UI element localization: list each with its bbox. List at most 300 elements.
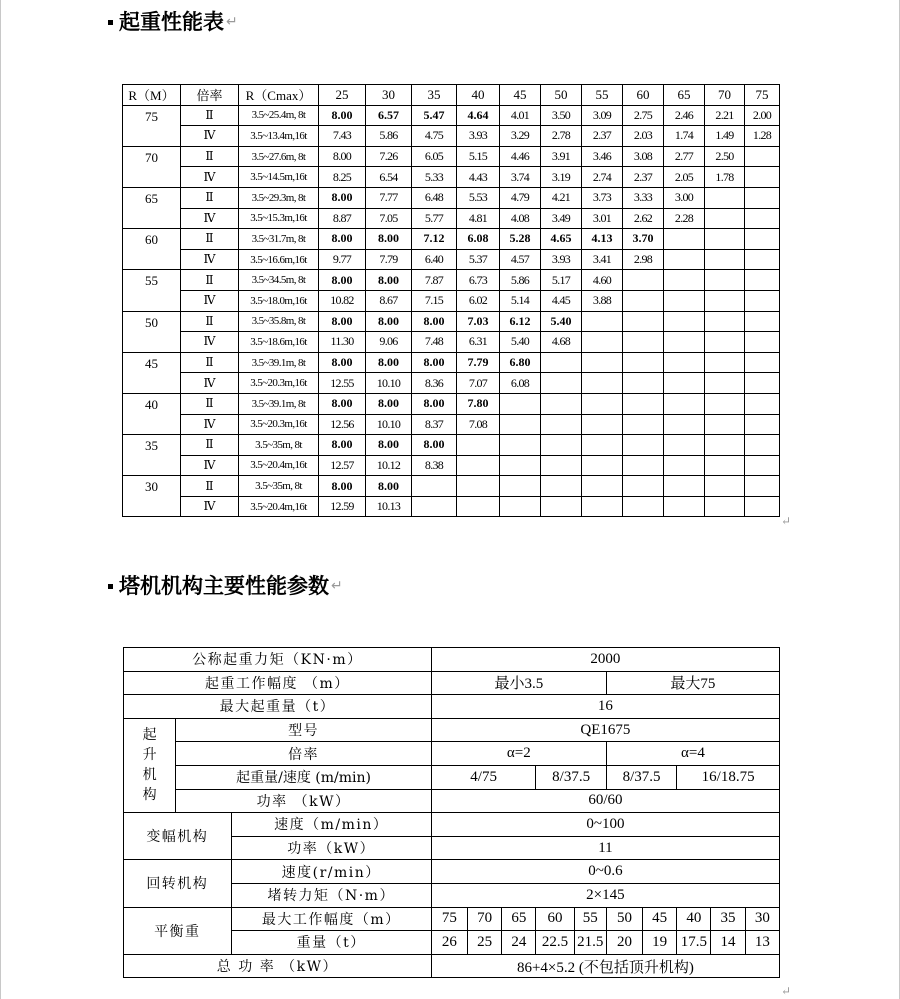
value-cell: [582, 414, 623, 435]
value-cell: [582, 352, 623, 373]
range-cell: 3.5~15.3m,16t: [239, 208, 319, 229]
value-cell: [745, 373, 780, 394]
value-cell: [705, 290, 745, 311]
paragraph-mark-icon: ↵: [331, 578, 343, 594]
ratio-cell: Ⅱ: [181, 270, 239, 291]
weight-cell: 26: [431, 931, 467, 955]
value-cell: 4.08: [500, 208, 541, 229]
luffing-group-label: 变幅机构: [124, 813, 232, 860]
header-cell: 25: [319, 85, 366, 106]
value-cell: [500, 393, 541, 414]
value-cell: 6.54: [366, 167, 412, 188]
value-cell: 8.67: [366, 290, 412, 311]
value-cell: [500, 455, 541, 476]
value-cell: 3.33: [623, 187, 664, 208]
range-cell: 3.5~29.3m, 8t: [239, 187, 319, 208]
ratio-cell: Ⅱ: [181, 146, 239, 167]
value-cell: 8.37: [412, 414, 457, 435]
mechanism-params-table: [123, 647, 780, 978]
radius-cell: 50: [123, 311, 181, 352]
range-cell: 3.5~20.3m,16t: [239, 414, 319, 435]
value-cell: 3.09: [582, 105, 623, 126]
value-cell: [582, 332, 623, 353]
header-cell: R（Cmax）: [239, 85, 319, 106]
value-cell: [623, 435, 664, 456]
ratio-cell: Ⅳ: [181, 126, 239, 147]
value-cell: [582, 373, 623, 394]
value-cell: [541, 476, 582, 497]
value-cell: [500, 435, 541, 456]
value-cell: 11.30: [319, 332, 366, 353]
label-cell: 功率 （kW）: [176, 789, 432, 813]
value-cell: 1.78: [705, 167, 745, 188]
value-cell: [582, 476, 623, 497]
value-cell: [541, 393, 582, 414]
value-cell: [745, 311, 780, 332]
value-cell: [500, 496, 541, 517]
value-cell: [745, 393, 780, 414]
value-cell: [745, 249, 780, 270]
value-cell: 8.87: [319, 208, 366, 229]
value-cell: [745, 435, 780, 456]
range-cell: 50: [606, 907, 642, 931]
value-cell: 4.57: [500, 249, 541, 270]
value-cell: 5.40: [541, 311, 582, 332]
value-cell: [705, 496, 745, 517]
range-cell: 60: [536, 907, 574, 931]
value-cell: [705, 270, 745, 291]
value-cell: [457, 476, 500, 497]
value-cell: 8.38: [412, 455, 457, 476]
value-cell: 5.37: [457, 249, 500, 270]
value-cell: 16: [431, 695, 779, 719]
value-cell: 10.82: [319, 290, 366, 311]
header-cell: 70: [705, 85, 745, 106]
value-cell: 2.37: [623, 167, 664, 188]
range-cell: 3.5~39.1m, 8t: [239, 393, 319, 414]
range-cell: 3.5~14.5m,16t: [239, 167, 319, 188]
value-cell: [623, 311, 664, 332]
ratio-cell: Ⅱ: [181, 311, 239, 332]
table-row: [123, 208, 780, 229]
weight-cell: 21.5: [574, 931, 606, 955]
value-cell: α=4: [606, 742, 779, 766]
value-cell: 6.05: [412, 146, 457, 167]
value-cell: [541, 496, 582, 517]
value-cell: 5.86: [366, 126, 412, 147]
value-cell: [745, 290, 780, 311]
range-cell: 3.5~27.6m, 8t: [239, 146, 319, 167]
value-cell: 3.73: [582, 187, 623, 208]
value-cell: 3.93: [541, 249, 582, 270]
label-cell: 堵转力矩（N·m）: [231, 883, 431, 907]
value-cell: 5.17: [541, 270, 582, 291]
value-cell: 3.29: [500, 126, 541, 147]
value-cell: [745, 476, 780, 497]
value-cell: [664, 476, 705, 497]
page-edge-left: [0, 0, 1, 999]
ratio-cell: Ⅳ: [181, 414, 239, 435]
radius-cell: 65: [123, 187, 181, 228]
value-cell: [623, 393, 664, 414]
range-cell: 70: [468, 907, 502, 931]
value-cell: 8/37.5: [536, 765, 606, 789]
ratio-cell: Ⅳ: [181, 373, 239, 394]
value-cell: [705, 229, 745, 250]
value-cell: 4.65: [541, 229, 582, 250]
radius-cell: 45: [123, 352, 181, 393]
table-row: [123, 187, 780, 208]
value-cell: [745, 229, 780, 250]
slewing-group-label: 回转机构: [124, 860, 232, 907]
bullet-icon: [108, 584, 113, 589]
value-cell: 5.14: [500, 290, 541, 311]
label-cell: 速度(r/min）: [231, 860, 431, 884]
value-cell: [705, 414, 745, 435]
weight-cell: 13: [745, 931, 779, 955]
ratio-cell: Ⅳ: [181, 455, 239, 476]
value-cell: 3.91: [541, 146, 582, 167]
value-cell: [745, 332, 780, 353]
value-cell: [623, 373, 664, 394]
value-cell: 5.28: [500, 229, 541, 250]
value-cell: [705, 455, 745, 476]
value-cell: 8.36: [412, 373, 457, 394]
value-cell: [664, 414, 705, 435]
value-cell: 6.12: [500, 311, 541, 332]
value-cell: 8.00: [366, 229, 412, 250]
range-cell: 3.5~18.6m,16t: [239, 332, 319, 353]
value-cell: 6.80: [500, 352, 541, 373]
value-cell: [705, 311, 745, 332]
value-cell: 3.41: [582, 249, 623, 270]
row-hoist-ratio: [124, 742, 780, 766]
radius-cell: 60: [123, 229, 181, 270]
range-cell: 30: [745, 907, 779, 931]
range-cell: 3.5~25.4m, 8t: [239, 105, 319, 126]
value-cell: 4.60: [582, 270, 623, 291]
value-cell: [664, 332, 705, 353]
value-cell: 8.00: [412, 311, 457, 332]
value-cell: [745, 167, 780, 188]
header-cell: 75: [745, 85, 780, 106]
value-cell: 9.06: [366, 332, 412, 353]
range-cell: 3.5~35m, 8t: [239, 435, 319, 456]
value-cell: [705, 476, 745, 497]
value-cell: 10.10: [366, 414, 412, 435]
value-cell: 7.03: [457, 311, 500, 332]
weight-cell: 14: [711, 931, 745, 955]
range-cell: 3.5~39.1m, 8t: [239, 352, 319, 373]
table-row: [123, 105, 780, 126]
value-cell: [541, 352, 582, 373]
value-cell: 2.75: [623, 105, 664, 126]
value-cell: 4.81: [457, 208, 500, 229]
table-row: [123, 352, 780, 373]
header-cell: 倍率: [181, 85, 239, 106]
value-cell: 2.50: [705, 146, 745, 167]
value-cell: [623, 332, 664, 353]
weight-cell: 22.5: [536, 931, 574, 955]
section-heading-load-table: [108, 7, 238, 37]
table-row: [123, 414, 780, 435]
value-cell: [745, 414, 780, 435]
value-cell: 8.00: [412, 352, 457, 373]
value-cell: [705, 208, 745, 229]
paragraph-mark-icon: ↵: [781, 984, 792, 998]
range-cell: 3.5~13.4m,16t: [239, 126, 319, 147]
value-cell: [582, 435, 623, 456]
value-cell: 86+4×5.2 (不包括顶升机构): [431, 954, 779, 978]
table-row: [123, 393, 780, 414]
row-hoist-model: [124, 718, 780, 742]
range-cell: 40: [677, 907, 711, 931]
section-heading-mechanism-params: [108, 571, 343, 601]
radius-cell: 40: [123, 393, 181, 434]
value-cell: [745, 455, 780, 476]
value-cell: [664, 249, 705, 270]
value-cell: 7.05: [366, 208, 412, 229]
ratio-cell: Ⅱ: [181, 393, 239, 414]
value-cell: 4/75: [431, 765, 536, 789]
table-row: [123, 496, 780, 517]
value-cell: [745, 496, 780, 517]
ratio-cell: Ⅳ: [181, 208, 239, 229]
value-cell: 3.74: [500, 167, 541, 188]
table-row: [123, 146, 780, 167]
value-cell: [745, 270, 780, 291]
value-cell: [705, 332, 745, 353]
value-cell: 3.00: [664, 187, 705, 208]
value-cell: [664, 373, 705, 394]
value-cell: 2.28: [664, 208, 705, 229]
table-row: [123, 249, 780, 270]
counterweight-group-label: 平衡重: [124, 907, 232, 954]
table-row: [123, 270, 780, 291]
label-cell: 最大起重量（t）: [124, 695, 432, 719]
weight-cell: 20: [606, 931, 642, 955]
value-cell: 6.08: [500, 373, 541, 394]
value-cell: [623, 496, 664, 517]
value-cell: 0~0.6: [431, 860, 779, 884]
label-cell: 公称起重力矩（KN·m）: [124, 648, 432, 672]
value-cell: [705, 373, 745, 394]
range-cell: 3.5~20.4m,16t: [239, 496, 319, 517]
value-cell: 10.13: [366, 496, 412, 517]
radius-cell: 75: [123, 105, 181, 146]
value-cell: 2000: [431, 648, 779, 672]
label-cell: 倍率: [176, 742, 432, 766]
value-cell: 3.01: [582, 208, 623, 229]
value-cell: [412, 496, 457, 517]
value-cell: 8.00: [366, 476, 412, 497]
radius-cell: 55: [123, 270, 181, 311]
section-title: 塔机机构主要性能参数: [119, 574, 329, 598]
value-cell: [582, 393, 623, 414]
label-cell: 重量（t）: [231, 931, 431, 955]
value-cell: 5.77: [412, 208, 457, 229]
table-row: [123, 311, 780, 332]
value-cell: 5.15: [457, 146, 500, 167]
section-title: 起重性能表: [119, 10, 224, 34]
label-cell: 型号: [176, 718, 432, 742]
value-cell: 4.75: [412, 126, 457, 147]
value-cell: [541, 373, 582, 394]
value-cell: 3.93: [457, 126, 500, 147]
range-cell: 3.5~20.3m,16t: [239, 373, 319, 394]
label-cell: 总 功 率 （kW）: [124, 954, 432, 978]
value-cell: [705, 187, 745, 208]
value-cell: 1.74: [664, 126, 705, 147]
label-cell: 最大工作幅度（m）: [231, 907, 431, 931]
ratio-cell: Ⅱ: [181, 105, 239, 126]
value-cell: 8.00: [412, 435, 457, 456]
range-cell: 55: [574, 907, 606, 931]
value-cell: [582, 311, 623, 332]
table-row: [123, 290, 780, 311]
weight-cell: 25: [468, 931, 502, 955]
value-cell: α=2: [431, 742, 606, 766]
value-cell: 8.00: [319, 435, 366, 456]
value-cell: 4.64: [457, 105, 500, 126]
range-cell: 75: [431, 907, 467, 931]
value-cell: 7.48: [412, 332, 457, 353]
value-cell: [705, 393, 745, 414]
value-cell: 3.70: [623, 229, 664, 250]
table-row: [123, 229, 780, 250]
value-cell: 6.40: [412, 249, 457, 270]
table-row: [123, 373, 780, 394]
ratio-cell: Ⅱ: [181, 476, 239, 497]
value-cell: [664, 393, 705, 414]
value-cell: 3.50: [541, 105, 582, 126]
ratio-cell: Ⅱ: [181, 229, 239, 250]
radius-cell: 35: [123, 435, 181, 476]
weight-cell: 17.5: [677, 931, 711, 955]
label-cell: 起重工作幅度 （m）: [124, 671, 432, 695]
value-cell: 5.40: [500, 332, 541, 353]
range-cell: 3.5~31.7m, 8t: [239, 229, 319, 250]
value-cell: 7.12: [412, 229, 457, 250]
value-cell: 2×145: [431, 883, 779, 907]
value-cell: 8.25: [319, 167, 366, 188]
value-cell: 8.00: [319, 229, 366, 250]
value-cell: 2.74: [582, 167, 623, 188]
value-cell: 8/37.5: [606, 765, 676, 789]
ratio-cell: Ⅳ: [181, 496, 239, 517]
value-cell: [745, 352, 780, 373]
value-cell: 1.49: [705, 126, 745, 147]
table-row: [123, 332, 780, 353]
value-cell: 7.87: [412, 270, 457, 291]
value-cell: 2.00: [745, 105, 780, 126]
value-cell: 8.00: [366, 393, 412, 414]
row-hoist-power: [124, 789, 780, 813]
value-cell: 2.46: [664, 105, 705, 126]
value-cell: 8.00: [319, 270, 366, 291]
value-cell: [457, 455, 500, 476]
value-cell: 7.77: [366, 187, 412, 208]
value-cell: 0~100: [431, 813, 779, 837]
value-cell: [500, 414, 541, 435]
value-cell: 12.57: [319, 455, 366, 476]
value-cell: 9.77: [319, 249, 366, 270]
range-cell: 65: [502, 907, 536, 931]
value-cell: 12.59: [319, 496, 366, 517]
row-max-load: [124, 695, 780, 719]
value-cell: [541, 435, 582, 456]
value-cell: 7.79: [366, 249, 412, 270]
bullet-icon: [108, 20, 113, 25]
value-cell: [664, 229, 705, 250]
table-row: [123, 167, 780, 188]
value-cell: [541, 455, 582, 476]
value-cell: 1.28: [745, 126, 780, 147]
value-cell: [664, 435, 705, 456]
ratio-cell: Ⅳ: [181, 290, 239, 311]
row-rated-moment: [124, 648, 780, 672]
row-luffing-speed: [124, 813, 780, 837]
radius-cell: 30: [123, 476, 181, 517]
value-cell: 2.21: [705, 105, 745, 126]
value-cell: [705, 352, 745, 373]
value-cell: [664, 352, 705, 373]
value-cell: 7.15: [412, 290, 457, 311]
value-cell: 6.73: [457, 270, 500, 291]
value-cell: 2.77: [664, 146, 705, 167]
value-cell: [500, 476, 541, 497]
table-header-row: [123, 85, 780, 106]
header-cell: R（M）: [123, 85, 181, 106]
weight-cell: 19: [643, 931, 677, 955]
value-cell: 2.98: [623, 249, 664, 270]
value-cell: 2.78: [541, 126, 582, 147]
value-cell: [541, 414, 582, 435]
value-cell: 5.86: [500, 270, 541, 291]
value-cell: 5.33: [412, 167, 457, 188]
value-cell: 4.45: [541, 290, 582, 311]
weight-cell: 24: [502, 931, 536, 955]
paragraph-mark-icon: ↵: [226, 14, 238, 30]
value-cell: [745, 187, 780, 208]
range-cell: 35: [711, 907, 745, 931]
value-cell: 6.31: [457, 332, 500, 353]
value-cell: 5.47: [412, 105, 457, 126]
ratio-cell: Ⅳ: [181, 167, 239, 188]
range-cell: 3.5~20.4m,16t: [239, 455, 319, 476]
value-cell: 8.00: [319, 105, 366, 126]
table-row: [123, 435, 780, 456]
value-cell: [623, 455, 664, 476]
value-cell: 8.00: [319, 146, 366, 167]
ratio-cell: Ⅱ: [181, 187, 239, 208]
value-cell: 3.08: [623, 146, 664, 167]
table-row: [123, 126, 780, 147]
value-cell: 11: [431, 836, 779, 860]
value-cell: 4.79: [500, 187, 541, 208]
value-cell: 10.12: [366, 455, 412, 476]
value-cell: [745, 208, 780, 229]
value-cell: 8.00: [319, 476, 366, 497]
value-cell: 8.00: [366, 270, 412, 291]
value-cell: [412, 476, 457, 497]
range-cell: 3.5~34.5m, 8t: [239, 270, 319, 291]
header-cell: 55: [582, 85, 623, 106]
value-cell: 8.00: [366, 311, 412, 332]
value-cell: [705, 435, 745, 456]
row-total-power: [124, 954, 780, 978]
header-cell: 30: [366, 85, 412, 106]
